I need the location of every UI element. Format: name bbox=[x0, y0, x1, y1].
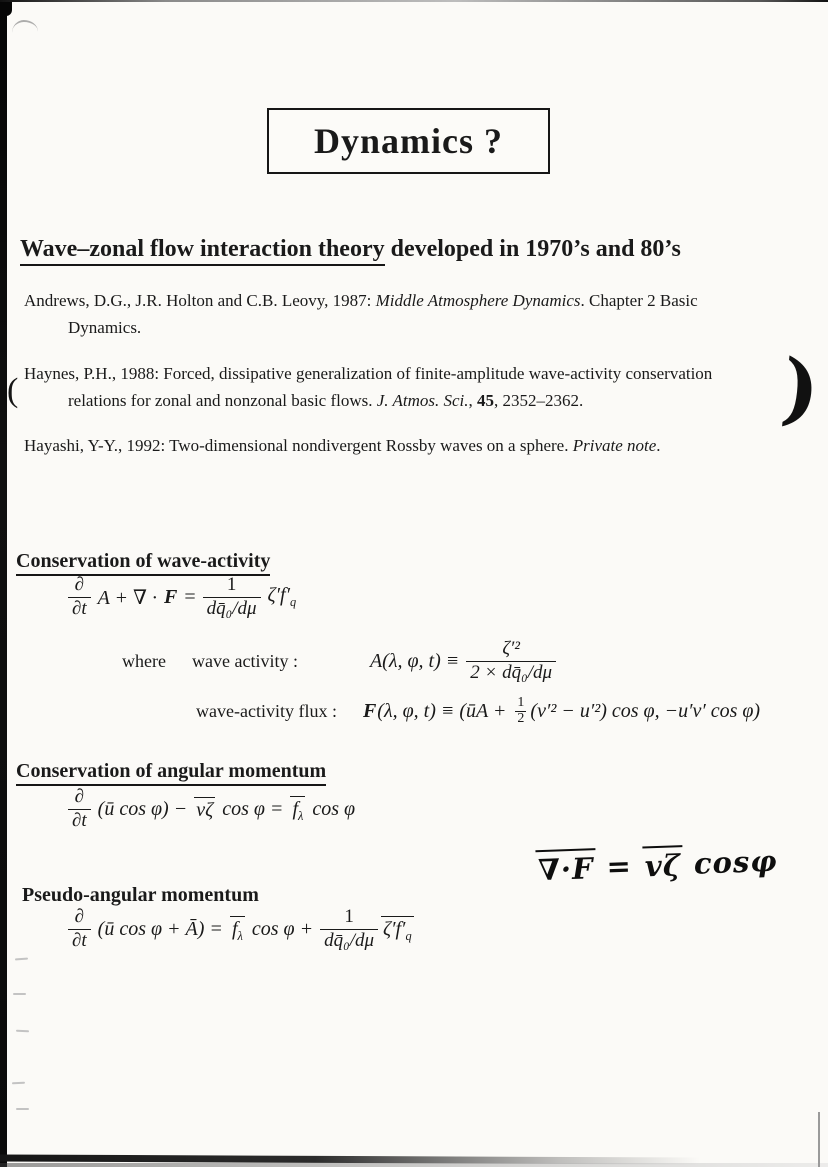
section-heading-wave-activity bbox=[16, 550, 270, 573]
scan-edge-left bbox=[0, 0, 7, 1167]
eq-subscript: λ bbox=[237, 928, 243, 943]
eq-term: f bbox=[292, 797, 298, 820]
eq-term: A + ∇ · bbox=[97, 586, 157, 609]
coefficient-fraction bbox=[203, 574, 261, 621]
scan-smudge bbox=[12, 1082, 25, 1085]
partial-time-fraction bbox=[68, 786, 91, 833]
section-heading-text: Conservation of angular momentum bbox=[16, 760, 326, 786]
scan-smudge bbox=[13, 993, 26, 995]
handwritten-paren-left: ( bbox=[7, 372, 19, 409]
frac-numerator: ζ′² bbox=[502, 637, 520, 659]
reference-andrews bbox=[24, 288, 714, 342]
flux-vector-symbol: F bbox=[362, 699, 377, 722]
activity-fraction bbox=[466, 638, 556, 685]
eq-term: (ū cos φ + Ā) = bbox=[97, 917, 223, 940]
ref-text: Andrews, D.G., J.R. Holton and C.B. Leovy, 1987: bbox=[24, 291, 376, 310]
where-label: where bbox=[122, 650, 166, 671]
ref-text: , 2352–2362. bbox=[494, 390, 584, 410]
scan-smudge bbox=[15, 958, 28, 961]
ref-italic: Middle Atmosphere Dynamics bbox=[375, 291, 581, 310]
scan-squiggle bbox=[12, 20, 38, 34]
forcing-term bbox=[268, 584, 297, 610]
reference-list bbox=[24, 288, 714, 479]
frac-denominator: dq̄₀/dμ bbox=[203, 597, 261, 621]
frac-denominator: 2 bbox=[517, 710, 525, 726]
eq-term: cosφ bbox=[693, 843, 778, 881]
ref-italic: J. Atmos. Sci. bbox=[376, 390, 469, 410]
wave-activity-definition-row bbox=[122, 634, 556, 688]
section-heading-text: Conservation of wave-activity bbox=[16, 550, 270, 576]
eq-term: ζ′f′ bbox=[383, 917, 406, 940]
eq-term: ζ′f′ bbox=[267, 584, 290, 607]
frac-numerator: 1 bbox=[517, 694, 525, 710]
eq-term: (λ, φ, t) ≡ (ūA + bbox=[377, 699, 507, 722]
equals-sign: = bbox=[184, 585, 196, 608]
frac-numerator: 1 bbox=[226, 574, 237, 595]
scan-smudge bbox=[16, 1108, 29, 1110]
frac-denominator: 2 × dq̄₀/dμ bbox=[466, 661, 556, 685]
handwritten-note bbox=[535, 842, 778, 888]
wave-activity-definition bbox=[370, 638, 556, 685]
page-heading bbox=[20, 236, 681, 263]
flux-vector-symbol: F bbox=[164, 585, 178, 608]
coefficient-fraction bbox=[320, 906, 378, 953]
title-box bbox=[267, 108, 550, 174]
partial-time-fraction bbox=[68, 574, 91, 621]
ref-text: . bbox=[656, 436, 661, 456]
heading-underlined: Wave–zonal flow interaction theory bbox=[20, 236, 385, 266]
heading-rest: developed in 1970’s and 80’s bbox=[384, 236, 681, 262]
flux-label: wave-activity flux : bbox=[196, 700, 337, 721]
overline-div-flux: ∇·F bbox=[535, 848, 596, 887]
eq-term: (v′² − u′²) cos φ, −u′v′ cos φ) bbox=[530, 699, 761, 722]
eq-term: cos φ = bbox=[222, 797, 284, 820]
ref-text: , bbox=[468, 390, 478, 410]
eq-term: cos φ bbox=[312, 797, 356, 820]
scan-edge-bottom-fade bbox=[0, 1163, 828, 1167]
frac-numerator: ∂ bbox=[74, 786, 85, 807]
equals-sign: = bbox=[605, 848, 633, 884]
page-title: Dynamics ? bbox=[314, 121, 503, 161]
frac-denominator: dq̄₀/dμ bbox=[320, 929, 378, 953]
wave-activity-flux-row bbox=[196, 688, 760, 734]
equation-wave-activity-conservation bbox=[68, 574, 296, 621]
scan-edge-corner bbox=[0, 0, 12, 16]
eq-term: (ū cos φ) − bbox=[97, 797, 188, 820]
section-heading-text: Pseudo-angular momentum bbox=[22, 884, 259, 906]
eq-term: cos φ + bbox=[251, 917, 314, 940]
eq-subscript: λ bbox=[298, 808, 304, 823]
ref-text: Hayashi, Y-Y., 1992: Two-dimensional nondivergent Rossby waves on a sphere. bbox=[24, 436, 573, 456]
scan-smudge bbox=[16, 1030, 29, 1033]
ref-bold: 45 bbox=[477, 390, 495, 410]
eq-term: f bbox=[231, 917, 238, 940]
overline-vzeta: vζ bbox=[642, 845, 683, 884]
scan-edge-top bbox=[0, 0, 828, 2]
equation-angular-momentum bbox=[68, 786, 355, 833]
reference-haynes bbox=[24, 361, 714, 415]
overline-f-lambda bbox=[230, 916, 245, 943]
frac-denominator: ∂t bbox=[68, 597, 91, 621]
eq-term: A(λ, φ, t) ≡ bbox=[369, 649, 460, 672]
partial-time-fraction bbox=[68, 906, 91, 953]
ref-text: . Chapter 2 Basic Dynamics. bbox=[68, 291, 698, 337]
equation-pseudo-angular-momentum bbox=[68, 906, 414, 953]
ref-italic: Private note bbox=[572, 436, 657, 456]
one-half-fraction bbox=[513, 696, 528, 726]
eq-subscript: q bbox=[289, 595, 297, 610]
flux-definition bbox=[363, 696, 760, 726]
ref-text: Haynes, P.H., 1988: Forced, dissipative generalization of finite-amplitude wave-activity conservation relations for zonal and nonzonal basic flows. bbox=[24, 363, 713, 410]
eq-subscript: q bbox=[405, 928, 412, 943]
frac-denominator: ∂t bbox=[68, 809, 91, 833]
reference-hayashi bbox=[24, 433, 714, 460]
wave-activity-label: wave activity : bbox=[191, 650, 298, 671]
overline-vzeta: vζ bbox=[196, 798, 214, 821]
frac-denominator: ∂t bbox=[68, 929, 91, 953]
overline-f-lambda bbox=[290, 796, 305, 823]
handwritten-paren-right: ) bbox=[777, 342, 824, 437]
frac-numerator: ∂ bbox=[74, 574, 85, 595]
overline-forcing-term bbox=[381, 916, 414, 943]
frac-numerator: ∂ bbox=[74, 906, 85, 927]
scan-edge-right bbox=[818, 1112, 820, 1167]
section-heading-angular-momentum bbox=[16, 760, 326, 783]
frac-numerator: 1 bbox=[344, 906, 354, 927]
section-heading-pseudo-angular-momentum bbox=[22, 884, 259, 907]
